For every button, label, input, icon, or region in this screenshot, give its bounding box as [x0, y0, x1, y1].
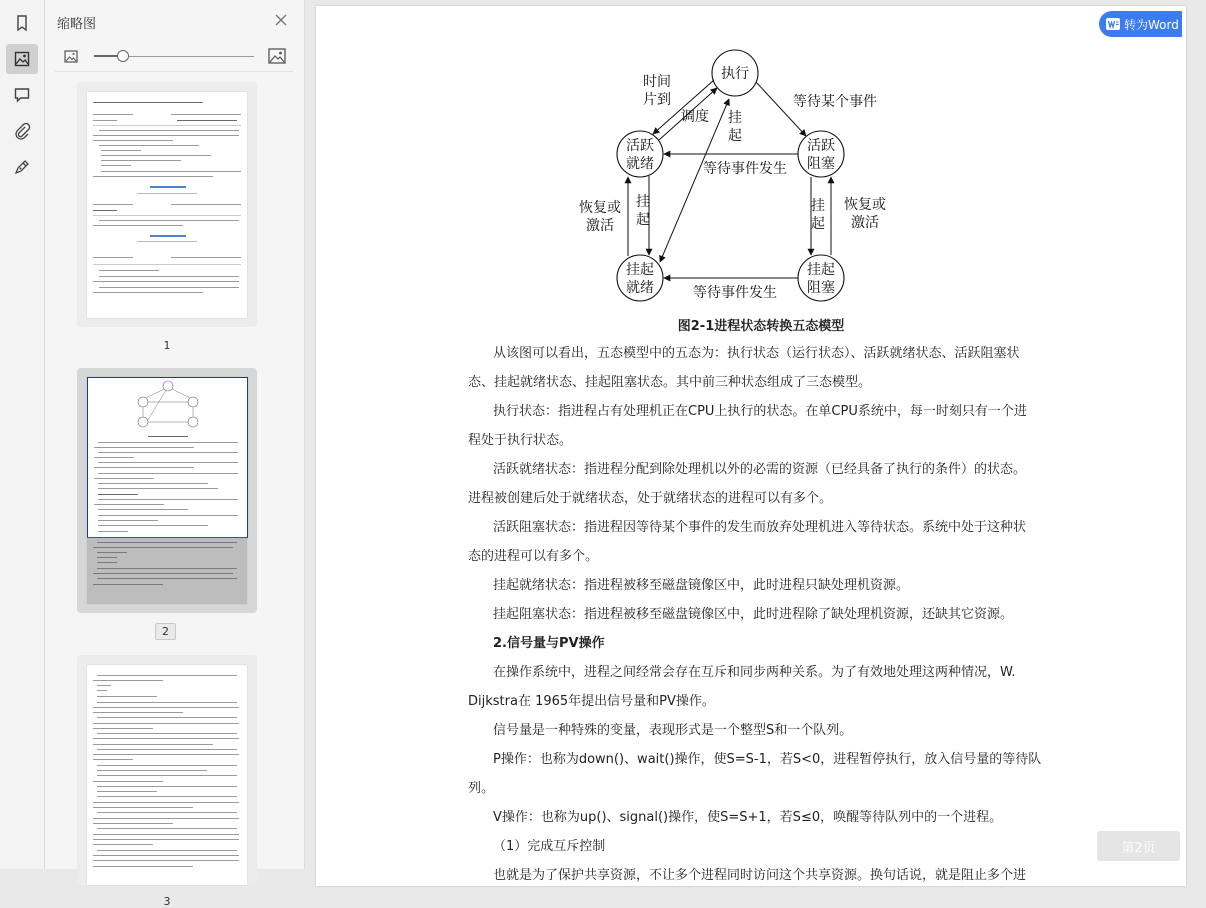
thumbnail-icon [13, 50, 31, 68]
convert-to-word-label: 转为Word [1124, 17, 1179, 32]
attachment-button[interactable] [6, 116, 38, 146]
zoom-out-image-icon[interactable] [64, 50, 78, 63]
paragraph-line: Dijkstra在 1965年提出信号量和PV操作。 [468, 694, 715, 709]
bookmark-icon [13, 14, 31, 32]
state-label: 挂起 [807, 262, 835, 278]
paragraph-line: 挂起就绪状态：指进程被移至磁盘镜像区中，此时进程只缺处理机资源。 [493, 578, 910, 593]
paragraph-line: 在操作系统中，进程之间经常会存在互斥和同步两种关系。为了有效地处理这两种情况，W. [493, 665, 1016, 680]
comment-icon [13, 86, 31, 104]
paragraph-line: 列。 [468, 781, 495, 796]
edge-label: 调度 [681, 109, 709, 125]
thumbnail-page-2[interactable] [77, 368, 257, 638]
panel-title: 缩略图 [57, 17, 97, 32]
document-page [316, 6, 1186, 886]
thumbnail-image [87, 92, 247, 318]
state-label: 阻塞 [807, 280, 835, 296]
edge-label: 挂 [636, 194, 650, 210]
edge-label: 起 [728, 128, 742, 144]
state-label: 活跃 [626, 138, 654, 154]
document-viewport[interactable] [306, 0, 1182, 883]
paragraph-line: 也就是为了保护共享资源，不让多个进程同时访问这个共享资源。换句话说，就是阻止多个进 [493, 868, 1027, 883]
zoom-in-image-icon[interactable] [268, 48, 286, 64]
convert-to-word-button[interactable] [1099, 11, 1182, 37]
word-icon [1105, 16, 1121, 32]
thumbnail-page-3[interactable] [77, 655, 257, 908]
edge-label: 起 [811, 216, 825, 232]
paragraph-line: 挂起阻塞状态：指进程被移至磁盘镜像区中，此时进程除了缺处理机资源，还缺其它资源。 [493, 607, 1014, 622]
signature-icon [13, 158, 31, 176]
thumbnail-panel [45, 0, 305, 908]
close-icon[interactable] [273, 12, 289, 28]
edge-label: 挂 [811, 198, 825, 214]
page-indicator: 第2页 [1097, 831, 1180, 861]
attachment-icon [13, 122, 31, 140]
paragraph-line: 信号量是一种特殊的变量，表现形式是一个整型S和一个队列。 [493, 723, 853, 738]
edge-label: 等待事件发生 [693, 285, 777, 301]
figure-caption: 图2-1进程状态转换五态模型 [677, 319, 845, 334]
signature-button[interactable] [6, 152, 38, 182]
paragraph-line: 活跃阻塞状态：指进程因等待某个事件的发生而放弃处理机进入等待状态。系统中处于这种状 [493, 520, 1027, 535]
thumbnail-image [87, 377, 248, 538]
thumbnail-offscreen-region [87, 538, 247, 604]
edge-label: 片到 [643, 92, 671, 108]
thumbnail-image [87, 665, 247, 885]
edge-label: 等待某个事件 [793, 94, 877, 110]
paragraph-line: 进程被创建后处于就绪状态，处于就绪状态的进程可以有多个。 [468, 491, 833, 506]
edge-label: 起 [636, 212, 650, 228]
state-run-label: 执行 [721, 66, 749, 82]
paragraph-line: 活跃就绪状态：指进程分配到除处理机以外的必需的资源（已经具备了执行的条件）的状态。 [493, 462, 1027, 477]
divider [55, 71, 293, 72]
paragraph-line: 程处于执行状态。 [468, 433, 573, 448]
edge-label: 挂 [728, 110, 742, 126]
thumbnail-zoom-control [45, 44, 305, 72]
thumbnail-page-1[interactable] [77, 82, 257, 352]
state-label: 就绪 [626, 280, 654, 296]
paragraph-line: 从该图可以看出，五态模型中的五态为：执行状态（运行状态）、活跃就绪状态、活跃阻塞状 [493, 346, 1020, 361]
paragraph-line: （1）完成互斥控制 [493, 839, 606, 854]
edge-label: 时间 [643, 74, 671, 90]
thumbnail-button[interactable] [6, 44, 38, 74]
thumbnail-page-label: 2 [155, 623, 176, 640]
paragraph-line: V操作：也称为up()、signal()操作，使S=S+1，若S≤0，唤醒等待队列中的一个进程。 [493, 810, 1003, 825]
zoom-slider-handle[interactable] [117, 50, 129, 62]
state-label: 阻塞 [807, 156, 835, 172]
state-label: 挂起 [626, 262, 654, 278]
paragraph-line: 态、挂起就绪状态、挂起阻塞状态。其中前三种状态组成了三态模型。 [468, 375, 872, 390]
state-label: 就绪 [626, 156, 654, 172]
paragraph-line: 态的进程可以有多个。 [468, 549, 599, 564]
sidebar-rail [0, 0, 45, 869]
edge-label: 恢复或 [844, 197, 886, 213]
comment-button[interactable] [6, 80, 38, 110]
edge-label: 激活 [851, 215, 879, 231]
state-label: 活跃 [807, 138, 835, 154]
paragraph-line: 执行状态：指进程占有处理机正在CPU上执行的状态。在单CPU系统中，每一时刻只有一个进 [493, 404, 1027, 419]
edge-label: 等待事件发生 [703, 161, 787, 177]
edge-label: 恢复或 [579, 200, 621, 216]
state-transition-diagram [565, 44, 895, 314]
thumbnail-page-label: 3 [163, 895, 171, 908]
edge-label: 激活 [586, 218, 614, 234]
section-heading: 2.信号量与PV操作 [493, 636, 605, 651]
thumbnail-page-label: 1 [163, 339, 171, 352]
bookmark-button[interactable] [6, 8, 38, 38]
paragraph-line: P操作：也称为down()、wait()操作，使S=S-1，若S<0，进程暂停执行，放入信号量的等待队 [493, 752, 1042, 767]
